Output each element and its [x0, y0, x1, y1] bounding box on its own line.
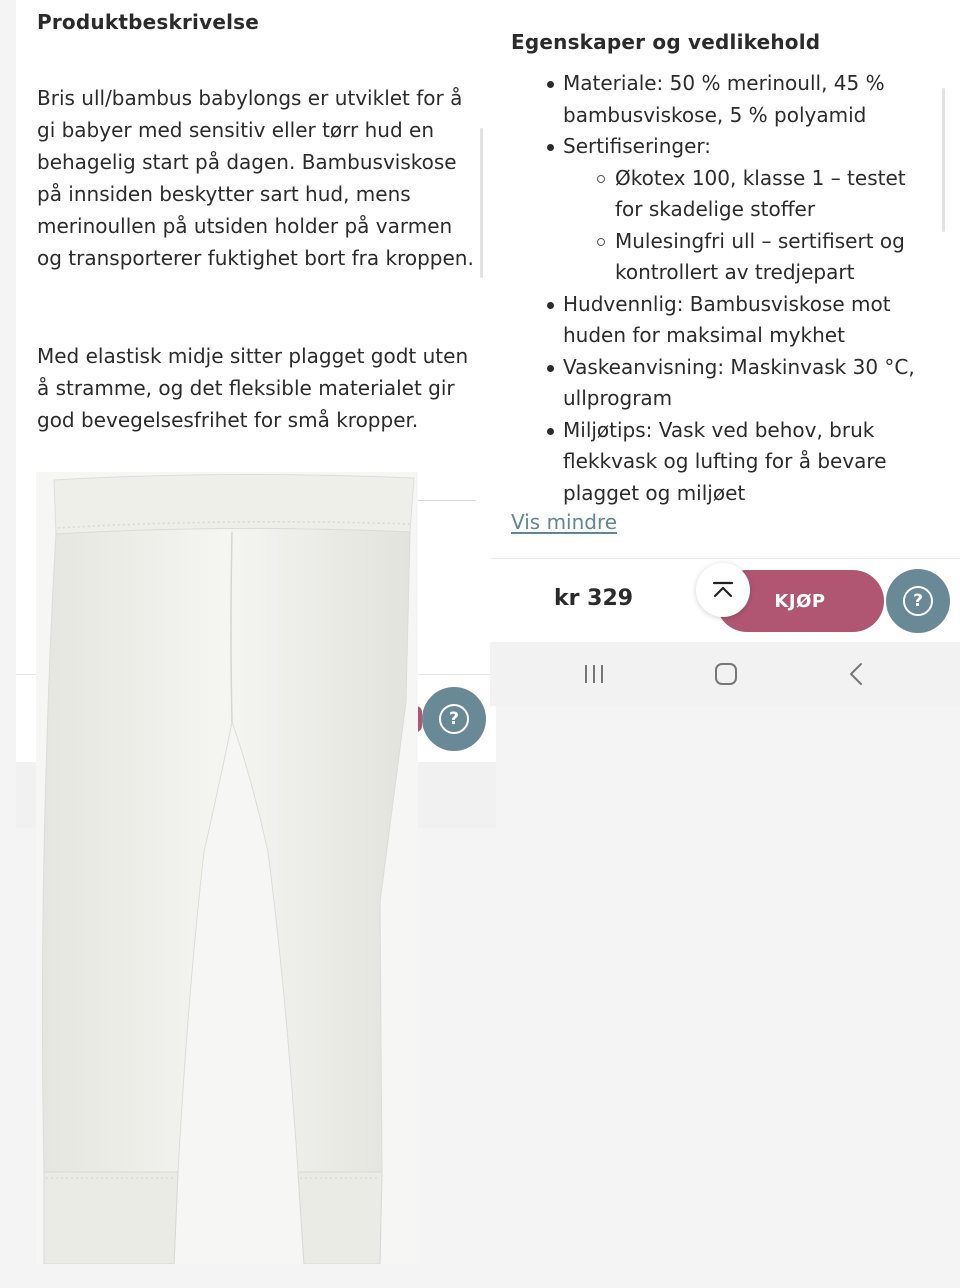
properties-title: Egenskaper og vedlikehold — [511, 30, 821, 54]
buy-button[interactable]: KJØP — [716, 570, 884, 632]
system-navigation-bar — [490, 642, 960, 706]
list-item-text: Sertifiseringer: — [563, 134, 712, 158]
home-icon — [714, 662, 738, 686]
scroll-to-top-icon — [712, 581, 734, 599]
back-icon — [848, 662, 864, 686]
recent-apps-button[interactable] — [574, 660, 614, 688]
list-item — [511, 68, 939, 131]
properties-scrollbar[interactable] — [942, 88, 945, 232]
list-item — [511, 289, 939, 352]
list-item-text: Hudvennlig: Bambusviskose mot huden for maksimal mykhet — [563, 291, 891, 347]
price: kr 329 — [554, 586, 634, 611]
sub-list-item — [563, 163, 939, 226]
question-mark-circle-icon: ? — [903, 586, 933, 616]
show-less-link[interactable]: Vis mindre — [511, 510, 618, 534]
sub-list-item-text: Mulesingfri ull – sertifisert og kontrollert av tredjepart — [615, 228, 905, 284]
description-paragraph-2: Med elastisk midje sitter plagget godt uten å stramme, og det fleksible materialet gir god bevegelsesfrihet for små kropper. — [37, 344, 469, 432]
list-item — [511, 415, 939, 510]
description-paragraph-1: Bris ull/bambus babylongs er utviklet for å gi babyer med sensitiv eller tørr hud en behagelig start på dagen. Bambusviskose på innsiden beskytter sart hud, mens merinoullen på utsiden holder på varmen og transporterer fuktighet bort fra kroppen. — [37, 86, 474, 270]
description-title: Produktbeskrivelse — [37, 10, 260, 34]
description-scrollbar[interactable] — [480, 128, 483, 278]
help-button[interactable] — [422, 687, 486, 751]
scroll-to-top-button[interactable] — [696, 563, 750, 617]
sub-list-item-text: Økotex 100, klasse 1 – testet for skadelige stoffer — [615, 165, 906, 221]
home-button[interactable] — [706, 660, 746, 688]
action-bar — [490, 558, 960, 643]
divider — [416, 500, 476, 501]
back-button[interactable] — [836, 660, 876, 688]
recent-apps-icon — [583, 664, 605, 684]
list-item-text: Vaskeanvisning: Maskinvask 30 °C, ullprogram — [563, 354, 915, 410]
properties-list — [511, 68, 939, 509]
list-item — [511, 131, 939, 289]
sub-list-item — [563, 226, 939, 289]
white-baby-leggings-image — [36, 472, 418, 1264]
question-mark-circle-icon: ? — [439, 704, 469, 734]
properties-panel — [490, 0, 960, 706]
list-item-text: Materiale: 50 % merinoull, 45 % bambusviskose, 5 % polyamid — [563, 71, 885, 127]
list-item — [511, 352, 939, 415]
help-button[interactable] — [886, 569, 950, 633]
certification-sublist — [563, 163, 939, 289]
list-item-text: Miljøtips: Vask ved behov, bruk flekkvask og lufting for å bevare plagget og miljøet — [563, 417, 887, 505]
